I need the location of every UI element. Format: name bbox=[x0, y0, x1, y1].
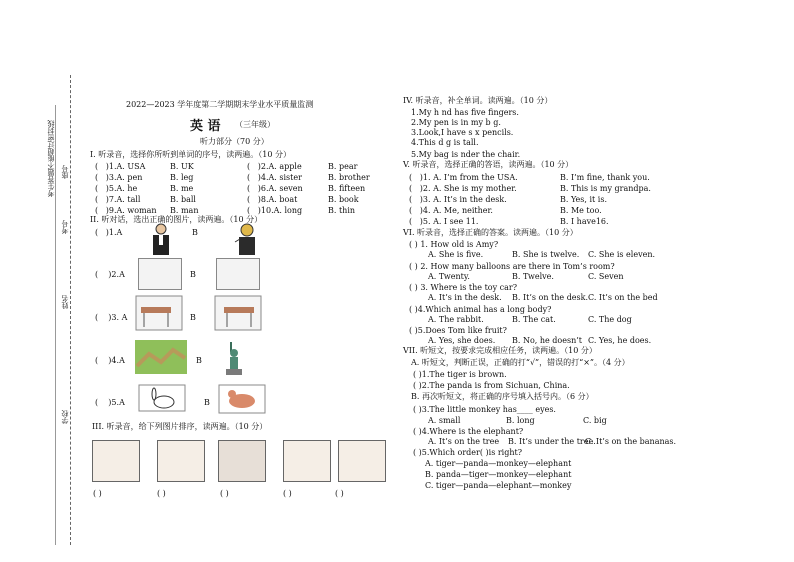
person-picture-b bbox=[216, 258, 260, 290]
section6-option-b-2: B. Twelve. bbox=[512, 271, 554, 281]
section7-item-2: ( )2.The panda is from Sichuan, China. bbox=[413, 381, 570, 390]
binding-label-school: 学校 bbox=[61, 410, 69, 424]
section6-option-a-3: A. It’s in the desk. bbox=[428, 293, 502, 302]
section1-item-8: ( )8.A. boat bbox=[247, 195, 298, 204]
subject-title: 英 语 bbox=[190, 119, 221, 134]
person-picture-a bbox=[138, 258, 182, 290]
section1-item-4-b: B. brother bbox=[328, 173, 370, 182]
section2-item-2-b: B bbox=[190, 270, 196, 279]
section1-title: I. 听录音，选择你所听到单词的序号，读两遍。（10 分） bbox=[90, 150, 291, 159]
section6-option-c-3: C. It’s on the bed bbox=[588, 293, 658, 302]
section2-item-1-label: ( )1.A bbox=[95, 228, 123, 237]
section7-item-3-b: B. long bbox=[506, 416, 535, 425]
section1-item-1-b: B. UK bbox=[170, 162, 194, 171]
section7-item-4: ( )4.Where is the elephant? bbox=[413, 427, 524, 436]
section5-title: V. 听录音，选择正确的答语，读两遍。（10 分） bbox=[403, 160, 574, 169]
section6-title: VI. 听录音，选择正确的答案。读两遍。（10 分） bbox=[403, 228, 578, 237]
section1-item-3: ( )3.A. pen bbox=[95, 173, 143, 182]
section1-item-6-b: B. fifteen bbox=[328, 184, 366, 193]
section5-item-2: ( )2. A. She is my mother. bbox=[409, 184, 517, 193]
binding-label-exam-number: 考号 bbox=[61, 220, 69, 234]
section7-item-3-a: A. small bbox=[428, 416, 461, 425]
section2-item-3-label: ( )3. A bbox=[95, 313, 128, 322]
section4-title: IV. 听录音，补全单词。读两遍。（10 分） bbox=[403, 96, 553, 105]
section6-option-a-5: A. Yes, she does. bbox=[428, 336, 496, 345]
section3-blank-3[interactable]: ( ) bbox=[220, 489, 229, 498]
section5-item-4-b: B. Me too. bbox=[560, 206, 602, 215]
section7-item-4-c: C. It’s on the bananas. bbox=[585, 437, 677, 446]
section1-item-2: ( )2.A. apple bbox=[247, 162, 302, 171]
listening-part-title: 听力部分（70 分） bbox=[200, 137, 269, 146]
section2-item-4-label: ( )4.A bbox=[95, 356, 125, 365]
section7-part-b: B. 再次听短文，将正确的序号填入括号内。（6 分） bbox=[411, 392, 594, 401]
woman-picture bbox=[232, 222, 262, 256]
man-face-picture bbox=[283, 440, 331, 482]
section1-item-6: ( )6.A. seven bbox=[247, 184, 303, 193]
section1-item-5-b: B. me bbox=[170, 184, 194, 193]
section2-item-3-b: B bbox=[190, 313, 196, 322]
section6-question-3: ( ) 3. Where is the toy car? bbox=[409, 283, 518, 292]
section7-item-5-a: A. tiger—panda—monkey—elephant bbox=[425, 459, 572, 468]
section3-title: III. 听录音，给下列图片排序，读两遍。（10 分） bbox=[92, 422, 268, 431]
great-wall-picture bbox=[135, 340, 187, 374]
section6-option-b-3: B. It’s on the desk. bbox=[512, 293, 589, 302]
section3-blank-4[interactable]: ( ) bbox=[283, 489, 292, 498]
section6-option-b-5: B. No, he doesn’t bbox=[512, 336, 582, 345]
section6-option-c-2: C. Seven bbox=[588, 271, 624, 281]
exam-title: 2022—2023 学年度第二学期期末学业水平质量监测 bbox=[126, 100, 314, 109]
door-picture bbox=[218, 440, 266, 482]
section6-option-c-4: C. The dog bbox=[588, 314, 632, 324]
section2-item-1-b: B bbox=[192, 228, 198, 237]
section1-item-1: ( )1.A. USA bbox=[95, 162, 146, 171]
section2-title: II. 听对话，选出正确的图片，读两遍。（10 分） bbox=[90, 215, 263, 224]
section7-part-a: A. 听短文，判断正误，正确的打“√”，错误的打“×”。（4 分） bbox=[411, 358, 630, 367]
section5-item-5-b: B. I have16. bbox=[560, 217, 609, 226]
section5-item-4: ( )4. A. Me, neither. bbox=[409, 206, 493, 215]
section7-item-4-a: A. It’s on the tree bbox=[428, 437, 500, 446]
statue-of-liberty-picture bbox=[222, 340, 246, 376]
desk-picture-b bbox=[214, 295, 262, 331]
grade-label: （三年级） bbox=[235, 120, 275, 129]
section1-item-10-b: B. thin bbox=[328, 206, 356, 215]
section1-item-9: ( )9.A. woman bbox=[95, 206, 157, 215]
section6-option-a-2: A. Twenty. bbox=[428, 271, 470, 281]
section7-item-3: ( )3.The little monkey has____ eyes. bbox=[413, 405, 556, 414]
section7-item-3-c: C. big bbox=[583, 416, 607, 425]
section3-blank-5[interactable]: ( ) bbox=[335, 489, 344, 498]
section5-item-3: ( )3. A. It’s in the desk. bbox=[409, 195, 507, 204]
section6-option-c-1: C. She is eleven. bbox=[588, 250, 656, 259]
section6-option-b-1: B. She is twelve. bbox=[512, 250, 580, 259]
section5-item-2-b: B. This is my grandpa. bbox=[560, 184, 651, 193]
man-picture bbox=[148, 222, 174, 256]
rabbit-picture bbox=[138, 384, 186, 412]
section7-item-5: ( )5.Which order( )is right? bbox=[413, 448, 522, 457]
section2-item-5-label: ( )5.A bbox=[95, 398, 125, 407]
section4-line-3: 3.Look,I have s x pencils. bbox=[411, 128, 514, 137]
section7-item-5-c: C. tiger—panda—elephant—monkey bbox=[425, 481, 572, 490]
section4-line-4: 4.This d g is tall. bbox=[411, 138, 479, 147]
section1-item-10: ( )10.A. long bbox=[247, 206, 303, 215]
section6-question-2: ( ) 2. How many balloons are there in Tom’s room? bbox=[409, 261, 615, 271]
section3-blank-1[interactable]: ( ) bbox=[93, 489, 102, 498]
section1-item-8-b: B. book bbox=[328, 195, 359, 204]
section1-item-2-b: B. pear bbox=[328, 162, 358, 171]
section5-item-1-b: B. I’m fine, thank you. bbox=[560, 173, 650, 182]
section1-item-9-b: B. man bbox=[170, 206, 199, 215]
section6-question-1: ( ) 1. How old is Amy? bbox=[409, 240, 499, 249]
section2-item-5-b: B bbox=[204, 398, 210, 407]
section3-blank-2[interactable]: ( ) bbox=[157, 489, 166, 498]
section6-option-a-1: A. She is five. bbox=[428, 250, 484, 259]
section2-item-2-label: ( )2.A bbox=[95, 270, 125, 279]
section6-option-c-5: C. Yes, he does. bbox=[588, 336, 652, 345]
girl-face-picture bbox=[92, 440, 140, 482]
section1-item-3-b: B. leg bbox=[170, 173, 194, 182]
section1-item-7: ( )7.A. tall bbox=[95, 195, 141, 204]
section5-item-5: ( )5. A. I see 11. bbox=[409, 217, 479, 226]
section4-line-1: 1.My h nd has five fingers. bbox=[411, 108, 519, 117]
section1-item-4: ( )4.A. sister bbox=[247, 173, 302, 182]
section4-line-2: 2.My pen is in my b g. bbox=[411, 118, 501, 127]
boy-face-picture bbox=[338, 440, 386, 482]
desk-picture-a bbox=[135, 295, 183, 331]
section7-item-4-b: B. It’s under the tree. bbox=[508, 437, 596, 446]
section7-title: VII. 听短文，按要求完成相应任务，读两遍。（10 分） bbox=[403, 346, 597, 355]
section4-line-5: 5.My bag is nder the chair. bbox=[411, 150, 521, 159]
section1-item-7-b: B. ball bbox=[170, 195, 196, 204]
section5-item-3-b: B. Yes, it is. bbox=[560, 195, 607, 204]
section7-item-5-b: B. panda—tiger—monkey—elephant bbox=[425, 470, 572, 479]
section7-item-1: ( )1.The tiger is brown. bbox=[413, 370, 507, 379]
section5-item-1: ( )1. A. I’m from the USA. bbox=[409, 173, 518, 182]
mouse-picture bbox=[218, 384, 266, 414]
section6-question-5: ( )5.Does Tom like fruit? bbox=[409, 326, 507, 335]
section6-option-b-4: B. The cat. bbox=[512, 314, 556, 324]
binding-label-instruction: 考生答题不能超过密封线 bbox=[47, 120, 55, 197]
binding-line bbox=[70, 75, 71, 545]
binding-label-name: 姓名 bbox=[61, 295, 69, 309]
section6-question-4: ( )4.Which animal has a long body? bbox=[409, 304, 552, 314]
section2-item-4-b: B bbox=[196, 356, 202, 365]
section6-option-a-4: A. The rabbit. bbox=[428, 314, 484, 324]
section1-item-5: ( )5.A. he bbox=[95, 184, 138, 193]
girl-face-picture-2 bbox=[157, 440, 205, 482]
binding-label-seat: 座号 bbox=[61, 165, 69, 179]
